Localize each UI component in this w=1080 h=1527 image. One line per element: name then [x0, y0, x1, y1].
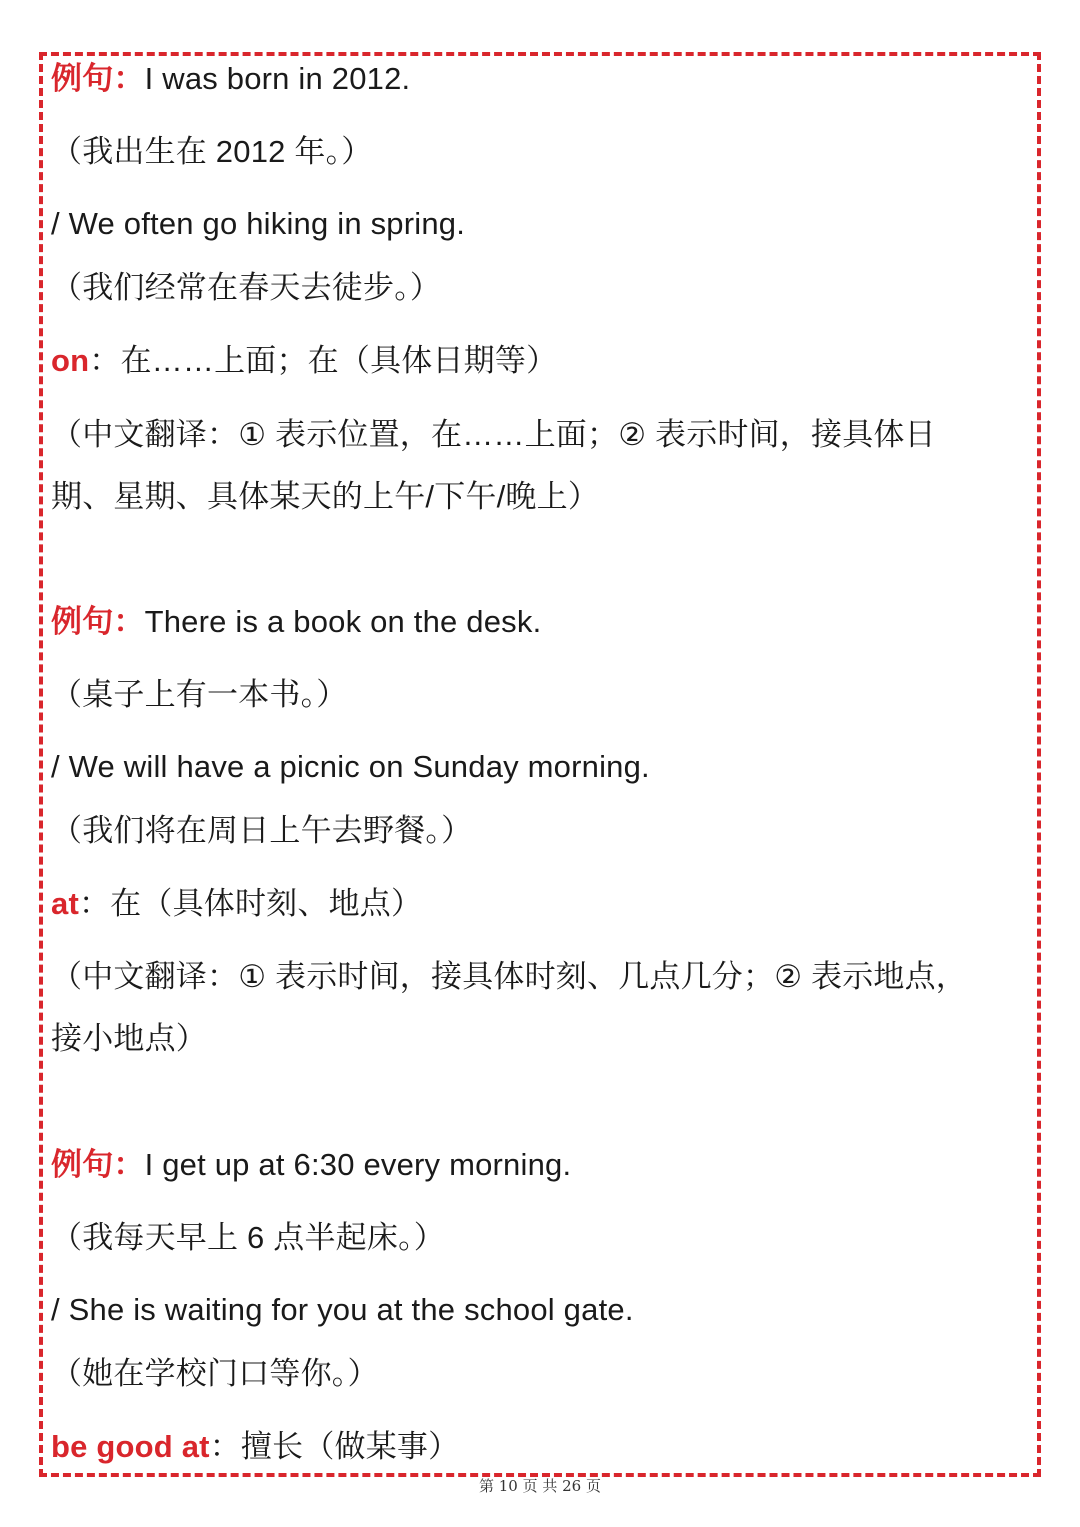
explanation-line	[51, 415, 936, 455]
line-text: （我们将在周日上午去野餐。）	[51, 813, 473, 848]
keyword: 例句：	[51, 604, 145, 639]
line-text: / She is waiting for you at the school gate.	[51, 1292, 634, 1327]
line-text: There is a book on the desk.	[144, 604, 542, 639]
line-text: I was born in 2012.	[144, 61, 411, 96]
definition-line-be-good-at	[51, 1427, 459, 1467]
keyword: on	[51, 343, 90, 378]
explanation-line	[51, 957, 967, 997]
example-line	[51, 747, 650, 787]
line-text: ：在……上面；在（具体日期等）	[89, 343, 558, 378]
translation-line	[51, 132, 373, 172]
keyword: be good at	[51, 1429, 210, 1464]
explanation-line	[51, 477, 599, 517]
line-text: （中文翻译：① 表示位置，在……上面；② 表示时间，接具体日	[51, 417, 936, 452]
line-text: ：擅长（做某事）	[209, 1429, 460, 1464]
line-text: （我们经常在春天去徒步。）	[51, 270, 442, 305]
explanation-line	[51, 1019, 207, 1059]
keyword: at	[51, 886, 79, 921]
example-label-line	[51, 602, 541, 642]
line-text: 接小地点）	[51, 1021, 207, 1056]
line-text: I get up at 6:30 every morning.	[144, 1147, 572, 1182]
translation-line	[51, 268, 441, 308]
keyword: 例句：	[51, 1147, 145, 1182]
line-text: （她在学校门口等你。）	[51, 1356, 379, 1391]
definition-line-on	[51, 341, 557, 381]
example-label-line	[51, 59, 410, 99]
line-text: ：在（具体时刻、地点）	[78, 886, 423, 921]
translation-line	[51, 811, 472, 851]
example-line	[51, 1290, 634, 1330]
line-text: / We often go hiking in spring.	[51, 206, 466, 241]
example-line	[51, 204, 465, 244]
line-text: / We will have a picnic on Sunday morning.	[51, 749, 650, 784]
line-text: （我出生在 2012 年。）	[51, 134, 373, 169]
translation-line	[51, 1354, 379, 1394]
line-text: 期、星期、具体某天的上午/下午/晚上）	[51, 479, 600, 514]
line-text: （桌子上有一本书。）	[51, 677, 348, 712]
page-number-footer: 第 10 页 共 26 页	[478, 1477, 601, 1495]
keyword: 例句：	[51, 61, 145, 96]
line-text: （我每天早上 6 点半起床。）	[51, 1220, 445, 1255]
line-text: （中文翻译：① 表示时间，接具体时刻、几点几分；② 表示地点，	[51, 959, 968, 994]
translation-line	[51, 1218, 445, 1258]
definition-line-at	[51, 884, 422, 924]
example-label-line	[51, 1145, 571, 1185]
translation-line	[51, 675, 348, 715]
